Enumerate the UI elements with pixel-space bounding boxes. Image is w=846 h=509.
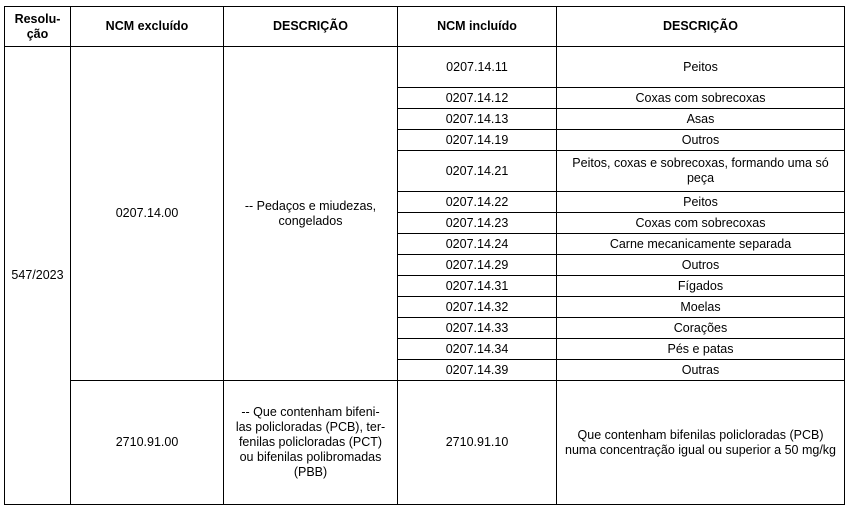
descricao-excluido-cell [224,381,398,505]
descricao-incluido-cell: Coxas com sobrecoxas [557,213,845,234]
descricao-incluido-cell: Outros [557,130,845,151]
ncm-incluido-cell: 0207.14.24 [398,234,557,255]
descricao-incluido-cell: Moelas [557,297,845,318]
ncm-excluido-cell: 0207.14.00 [71,47,224,381]
ncm-incluido-cell: 0207.14.22 [398,192,557,213]
descricao-incluido-cell: Asas [557,109,845,130]
ncm-excluido-cell: 2710.91.00 [71,381,224,505]
ncm-incluido-cell: 0207.14.21 [398,151,557,192]
descricao-incluido-cell: Corações [557,318,845,339]
descricao-incluido-cell: Outros [557,255,845,276]
descricao-incluido-cell: Peitos [557,47,845,88]
descricao-incluido-cell: Carne mecanicamente separada [557,234,845,255]
descricao-line: fenilas policloradas (PCT) [238,435,383,449]
ncm-incluido-cell: 0207.14.29 [398,255,557,276]
ncm-incluido-cell: 0207.14.32 [398,297,557,318]
header-descricao-excluido: DESCRIÇÃO [224,7,398,47]
header-row [5,7,845,47]
ncm-incluido-cell: 0207.14.12 [398,88,557,109]
table-row [5,47,845,88]
header-descricao-incluido: DESCRIÇÃO [557,7,845,47]
resolucao-cell: 547/2023 [5,47,71,505]
ncm-incluido-cell: 0207.14.39 [398,360,557,381]
descricao-incluido-cell: Pés e patas [557,339,845,360]
ncm-incluido-cell: 0207.14.33 [398,318,557,339]
descricao-line: ou bifenilas polibromadas [239,450,382,464]
descricao-excluido-cell: -- Pedaços e miudezas, congelados [224,47,398,381]
table-row [5,381,845,505]
ncm-incluido-cell: 2710.91.10 [398,381,557,505]
descricao-incluido-cell: Peitos [557,192,845,213]
descricao-line: (PBB) [293,465,328,479]
descricao-line: -- Que contenham bifeni- [241,405,380,419]
descricao-incluido-cell: Que contenham bifenilas policloradas (PCB) numa concentração igual ou superior a 50 mg/kg [557,381,845,505]
descricao-incluido-cell: Coxas com sobrecoxas [557,88,845,109]
ncm-incluido-cell: 0207.14.34 [398,339,557,360]
ncm-table [4,6,845,505]
ncm-incluido-cell: 0207.14.23 [398,213,557,234]
ncm-incluido-cell: 0207.14.19 [398,130,557,151]
header-ncm-incluido: NCM incluído [398,7,557,47]
descricao-incluido-cell: Peitos, coxas e sobrecoxas, formando uma só peça [557,151,845,192]
ncm-incluido-cell: 0207.14.31 [398,276,557,297]
header-ncm-excluido: NCM excluído [71,7,224,47]
descricao-incluido-cell: Outras [557,360,845,381]
ncm-incluido-cell: 0207.14.11 [398,47,557,88]
descricao-line: las policloradas (PCB), ter- [235,420,386,434]
ncm-incluido-cell: 0207.14.13 [398,109,557,130]
descricao-incluido-cell: Fígados [557,276,845,297]
header-resolucao: Resolu- ção [5,7,71,47]
